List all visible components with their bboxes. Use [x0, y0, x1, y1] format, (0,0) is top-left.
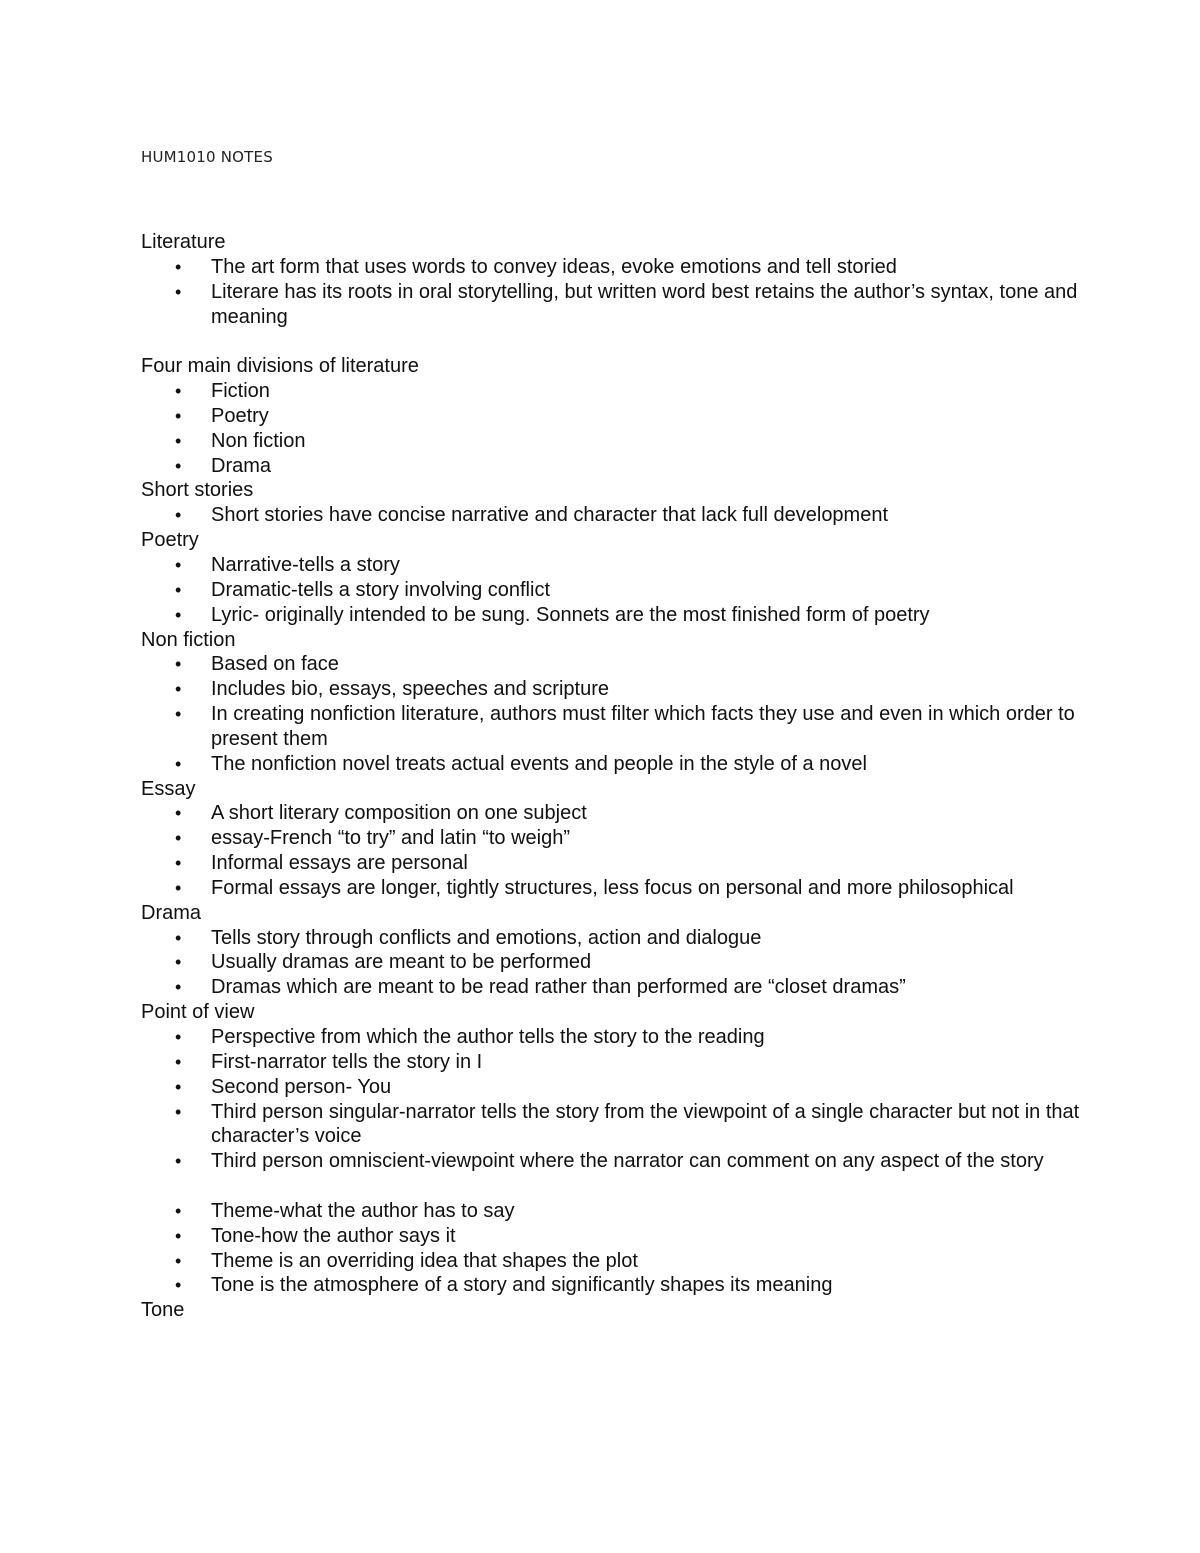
list-item-text: First-narrator tells the story in I	[211, 1050, 483, 1073]
document-body	[141, 230, 1081, 1323]
list-item	[141, 752, 1081, 777]
list-item	[141, 379, 1081, 404]
bullet-icon: •	[175, 1101, 182, 1122]
list-item-text: In creating nonfiction literature, authors must filter which facts they use and even in which order to present them	[211, 703, 1075, 750]
bullet-list	[141, 255, 1081, 330]
list-item	[141, 826, 1081, 851]
list-item	[141, 404, 1081, 429]
blank-line	[141, 1174, 1081, 1199]
bullet-icon: •	[175, 256, 182, 277]
bullet-icon: •	[175, 877, 182, 898]
list-item-text: Lyric- originally intended to be sung. Sonnets are the most finished form of poetry	[211, 603, 930, 626]
bullet-list	[141, 926, 1081, 1001]
bullet-icon: •	[175, 579, 182, 600]
bullet-icon: •	[175, 927, 182, 948]
list-item	[141, 503, 1081, 528]
list-item-text: Second person- You	[211, 1075, 392, 1098]
bullet-icon: •	[175, 381, 182, 402]
list-item	[141, 975, 1081, 1000]
list-item-text: Short stories have concise narrative and character that lack full development	[211, 504, 889, 527]
section-heading: Literature	[141, 231, 226, 253]
list-item	[141, 578, 1081, 603]
bullet-list	[141, 503, 1081, 528]
list-item	[141, 1075, 1081, 1100]
list-item	[141, 1149, 1081, 1174]
list-item	[141, 1249, 1081, 1274]
list-item	[141, 1050, 1081, 1075]
list-item	[141, 280, 1081, 330]
bullet-icon: •	[175, 430, 182, 451]
bullet-list	[141, 1025, 1081, 1174]
list-item	[141, 950, 1081, 975]
bullet-icon: •	[175, 977, 182, 998]
list-item-text: Based on face	[211, 653, 339, 676]
list-item-text: The nonfiction novel treats actual events and people in the style of a novel	[211, 752, 867, 775]
list-item-text: Informal essays are personal	[211, 852, 468, 875]
section-heading: Short stories	[141, 479, 254, 502]
list-item-text: Theme-what the author has to say	[211, 1199, 515, 1222]
bullet-icon: •	[175, 1275, 182, 1296]
list-item	[141, 801, 1081, 826]
section-heading: Four main divisions of literature	[141, 355, 419, 378]
bullet-icon: •	[175, 803, 182, 824]
bullet-icon: •	[175, 1076, 182, 1097]
bullet-icon: •	[175, 554, 182, 575]
bullet-icon: •	[175, 1151, 182, 1172]
list-item	[141, 851, 1081, 876]
list-item-text: Narrative-tells a story	[211, 553, 400, 576]
section-heading: Drama	[141, 901, 202, 924]
bullet-icon: •	[175, 679, 182, 700]
bullet-icon: •	[175, 1250, 182, 1271]
bullet-list	[141, 379, 1081, 478]
list-item-text: Perspective from which the author tells the story to the reading	[211, 1026, 765, 1048]
list-item	[141, 926, 1081, 951]
list-item	[141, 677, 1081, 702]
bullet-icon: •	[175, 281, 182, 302]
list-item	[141, 603, 1081, 628]
list-item-text: A short literary composition on one subject	[211, 802, 587, 825]
list-item-text: Formal essays are longer, tightly structures, less focus on personal and more philosophical	[211, 876, 1014, 899]
list-item-text: Non fiction	[211, 429, 306, 452]
bullet-list	[141, 1199, 1081, 1298]
bullet-icon: •	[175, 1051, 182, 1072]
list-item-text: Drama	[211, 454, 272, 477]
bullet-icon: •	[175, 405, 182, 426]
list-item	[141, 1100, 1081, 1150]
bullet-icon: •	[175, 1225, 182, 1246]
list-item-text: Tone is the atmosphere of a story and significantly shapes its meaning	[211, 1274, 833, 1297]
list-item-text: Dramatic-tells a story involving conflict	[211, 578, 550, 601]
list-item	[141, 652, 1081, 677]
list-item-text: Third person singular-narrator tells the story from the viewpoint of a single character but not in that character’s voice	[211, 1100, 1080, 1148]
document-title: HUM1010 NOTES	[141, 148, 273, 166]
section-heading: Point of view	[141, 1001, 255, 1024]
bullet-icon: •	[175, 505, 182, 526]
bullet-list	[141, 801, 1081, 900]
bullet-list	[141, 553, 1081, 628]
bullet-icon: •	[175, 455, 182, 476]
list-item-text: essay-French “to try” and latin “to weigh”	[211, 827, 571, 850]
list-item-text: Dramas which are meant to be read rather than performed are “closet dramas”	[211, 976, 906, 999]
section-heading: Non fiction	[141, 628, 236, 651]
bullet-icon: •	[175, 853, 182, 874]
bullet-icon: •	[175, 704, 182, 725]
list-item	[141, 1273, 1081, 1298]
list-item-text: Third person omniscient-viewpoint where the narrator can comment on any aspect of the story	[211, 1150, 1044, 1173]
bullet-icon: •	[175, 952, 182, 973]
section-heading: Poetry	[141, 529, 199, 552]
list-item	[141, 454, 1081, 479]
list-item	[141, 255, 1081, 280]
list-item-text: Tone-how the author says it	[211, 1224, 456, 1247]
bullet-icon: •	[175, 604, 182, 625]
list-item-text: Tells story through conflicts and emotions, action and dialogue	[211, 926, 762, 949]
list-item	[141, 1199, 1081, 1224]
bullet-icon: •	[175, 1200, 182, 1221]
list-item-text: Theme is an overriding idea that shapes the plot	[211, 1249, 638, 1272]
bullet-list	[141, 652, 1081, 776]
list-item-text: Fiction	[211, 380, 270, 403]
list-item-text: The art form that uses words to convey ideas, evoke emotions and tell storied	[211, 255, 897, 278]
list-item-text: Includes bio, essays, speeches and scripture	[211, 678, 609, 701]
list-item	[141, 1025, 1081, 1050]
list-item	[141, 553, 1081, 578]
bullet-icon: •	[175, 828, 182, 849]
list-item	[141, 702, 1081, 752]
list-item-text: Poetry	[211, 404, 269, 427]
list-item-text: Literare has its roots in oral storytelling, but written word best retains the author’s syntax, tone and meaning	[211, 280, 1078, 328]
section-heading: Tone	[141, 1299, 185, 1322]
section-heading: Essay	[141, 777, 196, 800]
bullet-icon: •	[175, 753, 182, 774]
list-item-text: Usually dramas are meant to be performed	[211, 951, 592, 974]
bullet-icon: •	[175, 654, 182, 675]
list-item	[141, 876, 1081, 901]
bullet-icon: •	[175, 1027, 182, 1047]
blank-line	[141, 329, 1081, 354]
list-item	[141, 1224, 1081, 1249]
list-item	[141, 429, 1081, 454]
